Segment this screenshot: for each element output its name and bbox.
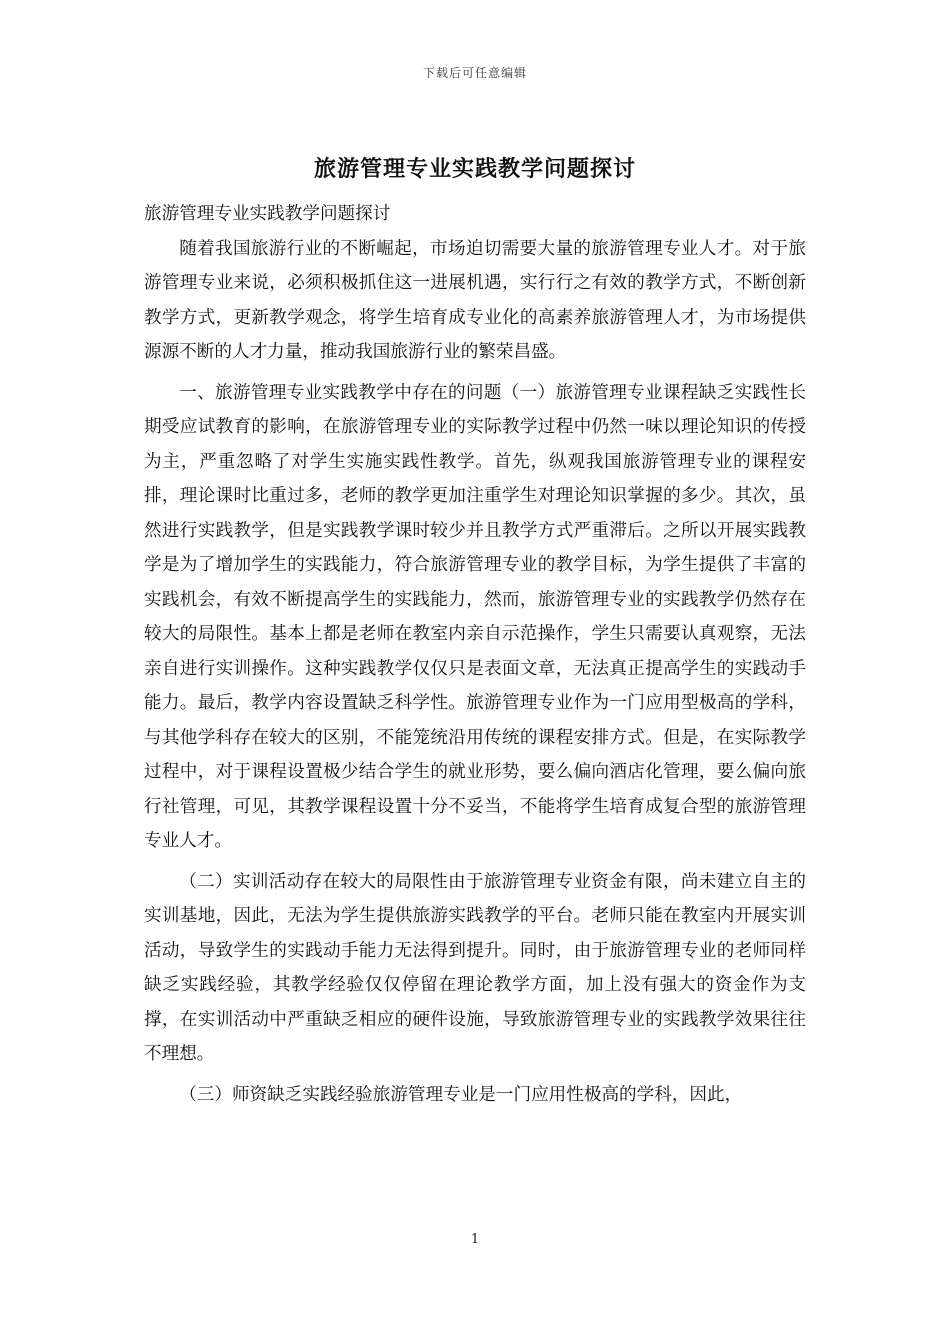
subtitle-paragraph: 旅游管理专业实践教学问题探讨 bbox=[144, 204, 391, 224]
section-two-paragraph: （二）实训活动存在较大的局限性由于旅游管理专业资金有限，尚未建立自主的实训基地，因此，无法为学生提供旅游实践教学的平台。老师只能在教室内开展实训活动，导致学生的实践动手能力无法得到提升。同时，由于旅游管理专业的老师同样缺乏实践经验，其教学经验仅仅停留在理论教学方面，加上没有强大的资金作为支撑，在实训活动中严重缺乏相应的硬件设施，导致旅游管理专业的实践教学效果往往不理想。 bbox=[144, 871, 806, 1064]
page-number: 1 bbox=[470, 1232, 480, 1247]
section-three-paragraph: （三）师资缺乏实践经验旅游管理专业是一门应用性极高的学科，因此， bbox=[179, 1084, 743, 1105]
document-body bbox=[144, 197, 806, 1112]
section-one-paragraph: 一、旅游管理专业实践教学中存在的问题（一）旅游管理专业课程缺乏实践性长期受应试教育的影响，在旅游管理专业的实际教学过程中仍然一味以理论知识的传授为主，严重忽略了对学生实施实践性教学。首先，纵观我国旅游管理专业的课程安排，理论课时比重过多，老师的教学更加注重学生对理论知识掌握的多少。其次，虽然进行实践教学，但是实践教学课时较少并且教学方式严重滞后。之所以开展实践教学是为了增加学生的实践能力，符合旅游管理专业的教学目标，为学生提供了丰富的实践机会，有效不断提高学生的实践能力，然而，旅游管理专业的实践教学仍然存在较大的局限性。基本上都是老师在教室内亲自示范操作，学生只需要认真观察，无法亲自进行实训操作。这种实践教学仅仅只是表面文章，无法真正提高学生的实践动手能力。最后，教学内容设置缺乏科学性。旅游管理专业作为一门应用型极高的学科，与其他学科存在较大的区别，不能笼统沿用传统的课程安排方式。但是，在实际教学过程中，对于课程设置极少结合学生的就业形势，要么偏向酒店化管理，要么偏向旅行社管理，可见，其教学课程设置十分不妥当，不能将学生培育成复合型的旅游管理专业人才。 bbox=[144, 382, 806, 851]
intro-paragraph: 随着我国旅游行业的不断崛起，市场迫切需要大量的旅游管理专业人才。对于旅游管理专业来说，必须积极抓住这一进展机遇，实行行之有效的教学方式，不断创新教学方式，更新教学观念，将学生培育成专业化的高素养旅游管理人才，为市场提供源源不断的人才力量，推动我国旅游行业的繁荣昌盛。 bbox=[144, 238, 806, 362]
page-header: 下载后可任意编辑 bbox=[422, 66, 527, 80]
document-title: 旅游管理专业实践教学问题探讨 bbox=[313, 156, 636, 182]
